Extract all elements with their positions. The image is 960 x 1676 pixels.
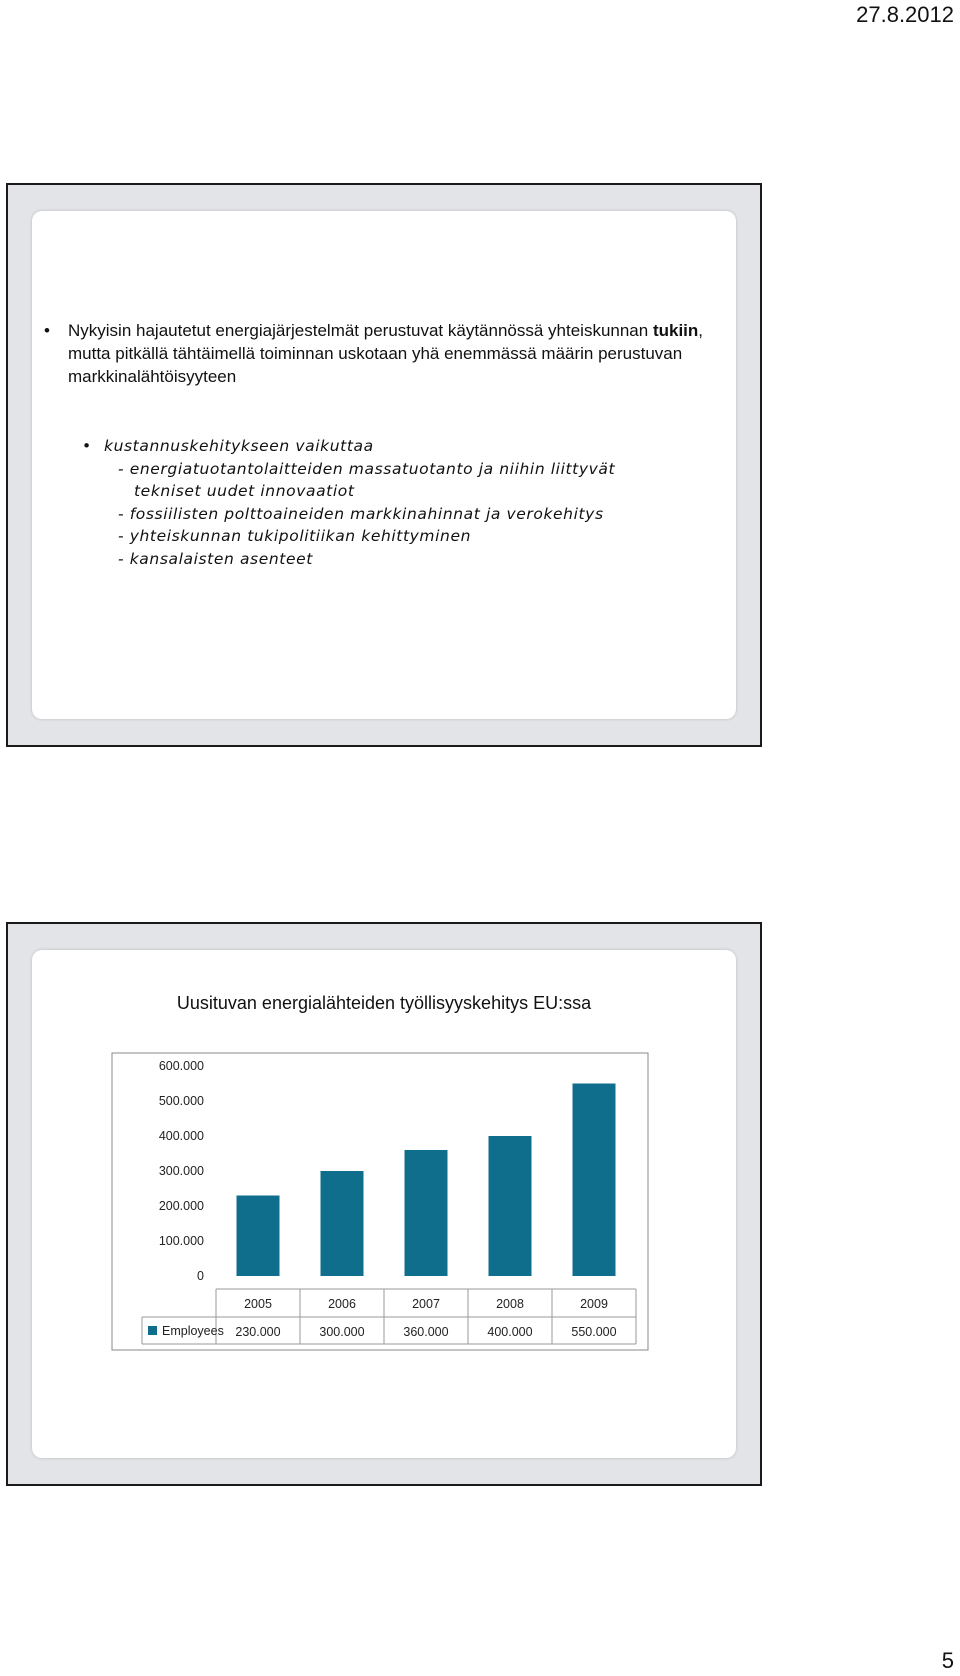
x-category-label: 2009 [580,1297,608,1311]
sub-item: - yhteiskunnan tukipolitiikan kehittyminen [118,527,472,545]
y-tick-label: 400.000 [158,1129,204,1143]
bar-2005 [237,1196,280,1277]
bullet-text-part2: , mutta pitkällä tähtäimellä toiminnan uskotaan yhä enemmässä määrin perustuvan markkinalähtöisyyteen [68,321,704,386]
x-category-label: 2008 [496,1297,524,1311]
y-tick-label: 300.000 [158,1164,204,1178]
data-table-value: 230.000 [235,1325,281,1339]
data-table-value: 360.000 [403,1325,449,1339]
main-bullet [44,319,724,388]
data-table-value: 400.000 [487,1325,533,1339]
sub-item: - energiatuotantolaitteiden massatuotanto ja niihin liittyvät [118,459,616,478]
bar-2009 [573,1084,616,1277]
slide-2 [6,922,762,1486]
bullet-dot: • [44,321,50,340]
sub-item: - fossiilisten polttoaineiden markkinahinnat ja verokehitys [118,504,604,523]
sub-item: tekniset uudet innovaatiot [134,482,355,500]
bar-2008 [489,1136,532,1276]
x-category-label: 2006 [328,1297,356,1311]
main-bullet-text [68,319,724,388]
page-date: 27.8.2012 [856,2,954,27]
legend-swatch [148,1326,157,1335]
page-number: 5 [941,1648,954,1673]
y-tick-label: 100.000 [158,1234,204,1248]
bar-2007 [405,1150,448,1276]
sub-bullet-heading: kustannuskehitykseen vaikuttaa [104,437,374,455]
y-tick-label: 0 [197,1269,204,1283]
bullet-text-part1: Nykyisin hajautetut energiajärjestelmät perustuvat käytännössä yhteiskunnan [68,321,653,340]
bullet-text-bold: tukiin [652,321,699,340]
slide-1 [6,183,762,747]
y-tick-label: 500.000 [158,1094,204,1108]
slide-2-panel [32,950,736,1458]
sub-bullet-block [82,435,722,570]
sub-bullet-dot: • [82,437,92,455]
sub-bullet [82,435,722,458]
sub-item: - kansalaisten asenteet [118,549,313,568]
data-table-value: 300.000 [319,1325,365,1339]
legend-series-name: Employees [162,1324,224,1338]
slide-1-panel [32,211,736,719]
bar-2006 [321,1171,364,1276]
x-category-label: 2005 [244,1297,272,1311]
chart-title: Uusituvan energialähteiden työllisyyskehitys EU:ssa [176,993,592,1013]
y-tick-label: 600.000 [158,1059,204,1073]
data-table-value: 550.000 [571,1325,617,1339]
employment-bar-chart [32,950,736,1458]
x-category-label: 2007 [412,1297,440,1311]
y-tick-label: 200.000 [158,1199,204,1213]
